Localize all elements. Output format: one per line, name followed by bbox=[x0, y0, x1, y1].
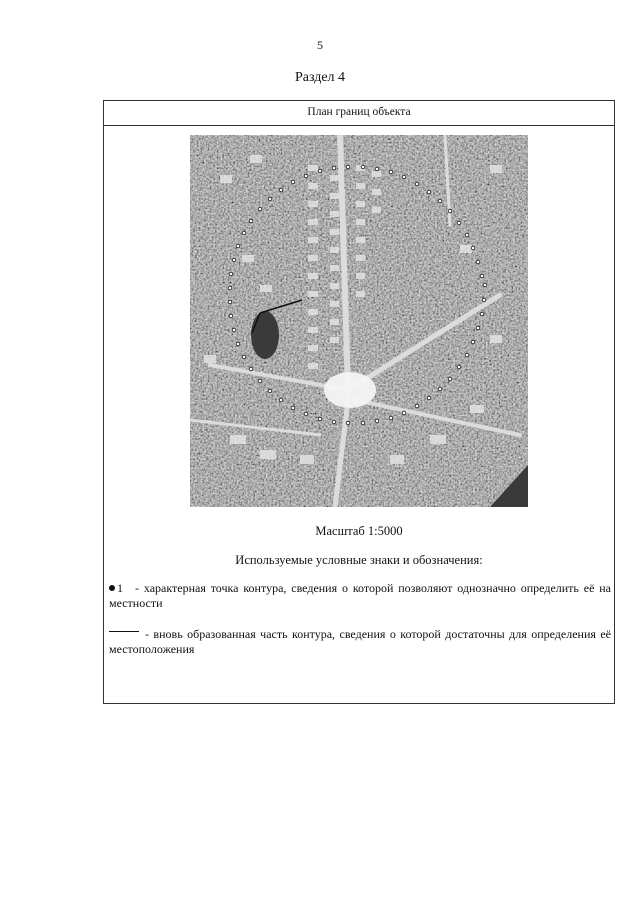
page-number: 5 bbox=[317, 38, 323, 52]
legend-text-line: - вновь образованная часть контура, сведения о которой достаточны для определения её местоположения bbox=[109, 627, 611, 656]
point-number: 1 bbox=[117, 581, 123, 595]
legend-item-point bbox=[109, 581, 611, 611]
legend-item-line bbox=[109, 627, 611, 657]
plan-frame bbox=[103, 100, 615, 704]
aerial-map bbox=[190, 135, 528, 507]
point-icon bbox=[109, 585, 115, 591]
line-icon bbox=[109, 631, 139, 632]
square-clearing bbox=[324, 372, 376, 408]
map-texture bbox=[190, 135, 528, 507]
pond bbox=[251, 311, 279, 359]
legend-title: Используемые условные знаки и обозначения: bbox=[235, 553, 483, 567]
section-title: Раздел 4 bbox=[294, 70, 346, 85]
plan-title: План границ объекта bbox=[104, 101, 614, 126]
legend-text-point: - характерная точка контура, сведения о которой позволяют однозначно определить её на местности bbox=[109, 581, 611, 610]
map-scale: Масштаб 1:5000 bbox=[315, 524, 403, 538]
